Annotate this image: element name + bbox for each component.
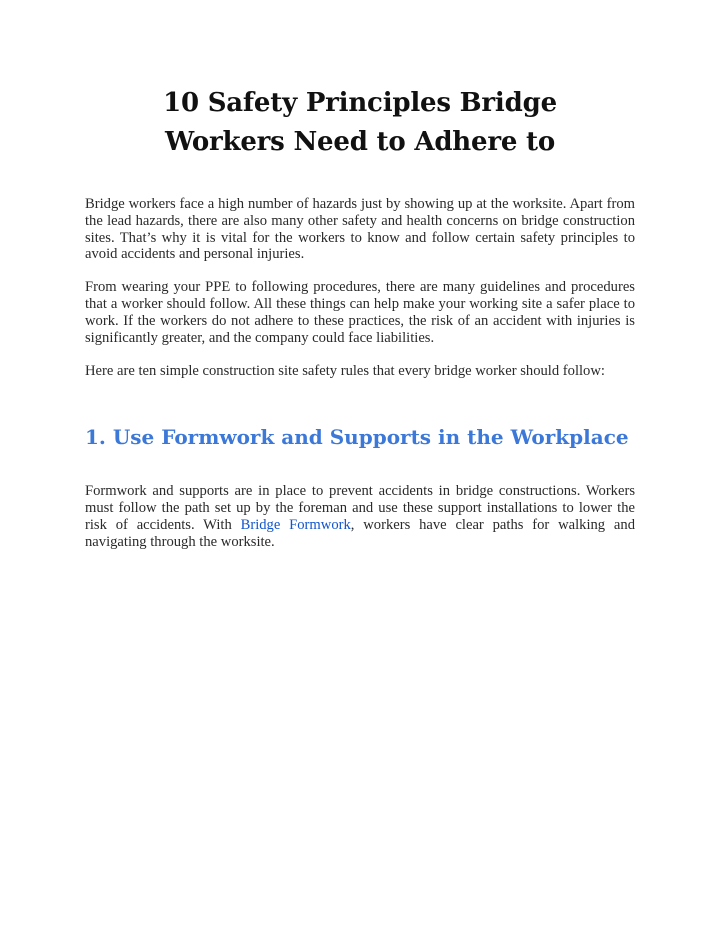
title-line-1: 10 Safety Principles Bridge xyxy=(163,88,557,118)
section-1-text-before-link: Formwork and supports are in place to prevent accidents in bridge constructions. Workers must follow the path set up by the foreman and use these support installations to lower the risk of accidents. With xyxy=(85,483,635,533)
intro-paragraph-1: Bridge workers face a high number of hazards just by showing up at the worksite. Apart from the lead hazards, there are also many other safety and health concerns on bridge construction sites. That’s why it is vital for the workers to know and follow certain safety principles to avoid accidents and personal injuries. xyxy=(85,196,635,263)
bridge-formwork-link[interactable]: Bridge Formwork xyxy=(240,516,351,533)
section-heading-1: 1. Use Formwork and Supports in the Workplace xyxy=(85,425,629,450)
intro-paragraph-3: Here are ten simple construction site safety rules that every bridge worker should follow: xyxy=(85,363,605,380)
document-title xyxy=(85,84,635,162)
section-1-text-after-link: , workers have clear paths for walking and navigating through the worksite. xyxy=(85,516,635,550)
intro-paragraph-2: From wearing your PPE to following procedures, there are many guidelines and procedures that a worker should follow. All these things can help make your working site a safer place to work. If the workers do not adhere to these practices, the risk of an accident with injuries is significantly greater, and the company could face liabilities. xyxy=(85,279,635,346)
title-line-2: Workers Need to Adhere to xyxy=(165,127,555,157)
document-page xyxy=(85,84,635,550)
section-1-paragraph xyxy=(85,483,635,550)
